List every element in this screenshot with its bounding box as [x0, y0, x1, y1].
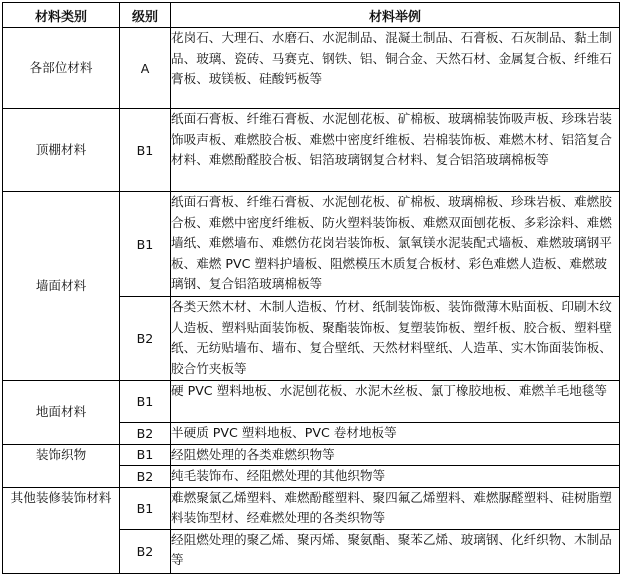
level-cell: B1: [120, 381, 171, 423]
level-cell: B1: [120, 192, 171, 297]
examples-cell: 花岗石、大理石、水磨石、水泥制品、混凝土制品、石膏板、石灰制品、黏土制品、玻璃、瓷砖、马赛克、钢铁、铝、铜合金、天然石材、金属复合板、纤维石膏板、玻镁板、硅酸钙板等: [171, 28, 620, 109]
materials-table: [2, 2, 620, 574]
category-cell: 地面材料: [3, 381, 120, 445]
table-row: [3, 487, 620, 529]
table-row: [3, 381, 620, 423]
examples-cell: 经阻燃处理的各类难燃织物等: [171, 444, 620, 466]
examples-cell: 硬 PVC 塑料地板、水泥刨花板、水泥木丝板、氯丁橡胶地板、难燃羊毛地毯等: [171, 381, 620, 423]
examples-cell: 难燃聚氯乙烯塑料、难燃酚醛塑料、聚四氟乙烯塑料、难燃脲醛塑料、硅树脂塑料装饰型材、经难燃处理的各类织物等: [171, 487, 620, 529]
level-cell: B2: [120, 423, 171, 445]
examples-cell: 纯毛装饰布、经阻燃处理的其他织物等: [171, 466, 620, 488]
level-cell: B2: [120, 529, 171, 573]
header-examples: 材料举例: [171, 3, 620, 28]
level-cell: B2: [120, 297, 171, 381]
table-row: [3, 109, 620, 192]
category-cell: 其他装修装饰材料: [3, 487, 120, 573]
header-category: 材料类别: [3, 3, 120, 28]
level-cell: B1: [120, 487, 171, 529]
category-cell: 墙面材料: [3, 192, 120, 381]
examples-cell: 各类天然木材、木制人造板、竹材、纸制装饰板、装饰微薄木贴面板、印刷木纹人造板、塑料贴面装饰板、聚酯装饰板、复塑装饰板、塑纤板、胶合板、塑料壁纸、无纺贴墙布、墙布、复合壁纸、天然材料壁纸、人造革、实木饰面装饰板、胶合竹夹板等: [171, 297, 620, 381]
level-cell: B1: [120, 444, 171, 466]
examples-cell: 纸面石膏板、纤维石膏板、水泥刨花板、矿棉板、玻璃棉装饰吸声板、珍珠岩装饰吸声板、难燃胶合板、难燃中密度纤维板、岩棉装饰板、难燃木材、铝箔复合材料、难燃酚醛胶合板、铝箔玻璃钢复合材料、复合铝箔玻璃棉板等: [171, 109, 620, 192]
category-cell: 装饰织物: [3, 444, 120, 487]
examples-cell: 经阻燃处理的聚乙烯、聚丙烯、聚氨酯、聚苯乙烯、玻璃钢、化纤织物、木制品等: [171, 529, 620, 573]
level-cell: B1: [120, 109, 171, 192]
header-level: 级别: [120, 3, 171, 28]
table-row: [3, 444, 620, 466]
category-cell: 各部位材料: [3, 28, 120, 109]
examples-cell: 半硬质 PVC 塑料地板、PVC 卷材地板等: [171, 423, 620, 445]
header-row: [3, 3, 620, 28]
table-row: [3, 28, 620, 109]
examples-cell: 纸面石膏板、纤维石膏板、水泥刨花板、矿棉板、玻璃棉板、珍珠岩板、难燃胶合板、难燃中密度纤维板、防火塑料装饰板、难燃双面刨花板、多彩涂料、难燃墙纸、难燃墙布、难燃仿花岗岩装饰板、氯氧镁水泥装配式墙板、难燃玻璃钢平板、难燃 PVC 塑料护墙板、阻燃模压木质复合板材、彩色难燃人造板、难燃玻璃钢、复合铝箔玻璃棉板等: [171, 192, 620, 297]
table-row: [3, 192, 620, 297]
category-cell: 顶棚材料: [3, 109, 120, 192]
level-cell: B2: [120, 466, 171, 488]
level-cell: A: [120, 28, 171, 109]
